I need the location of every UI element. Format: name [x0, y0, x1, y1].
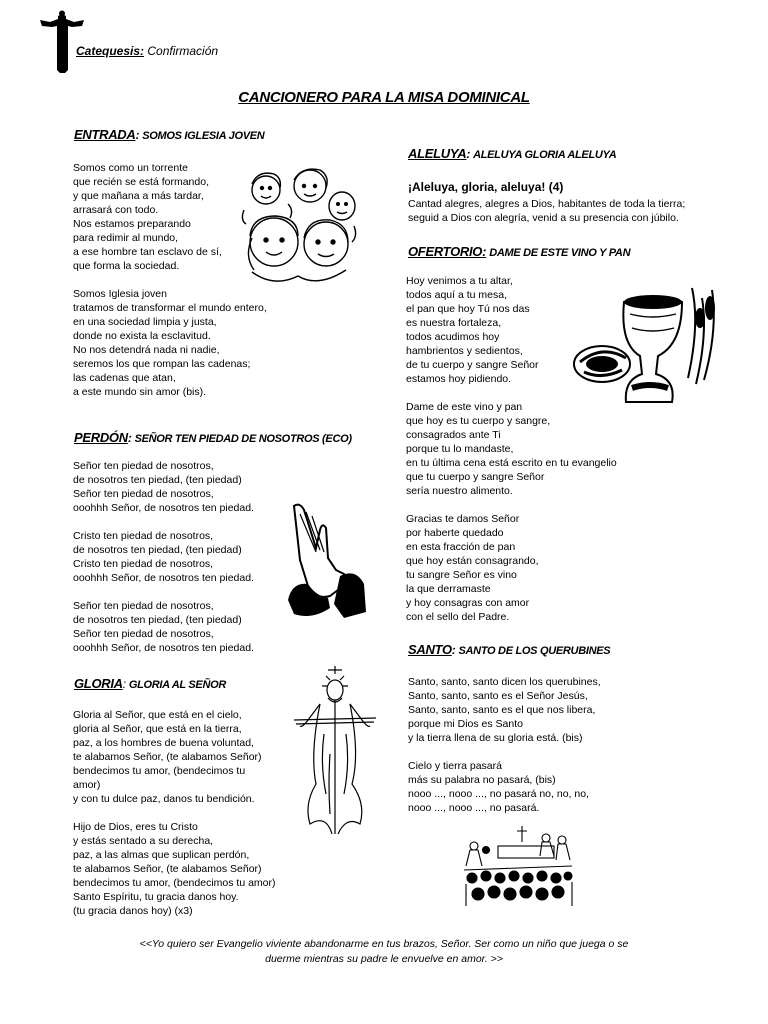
lyric-line: por haberte quedado: [406, 527, 504, 539]
lyric-line: que hoy es tu cuerpo y sangre,: [406, 415, 551, 427]
lyric-line: a este mundo sin amor (bis).: [73, 386, 207, 398]
section-separator: :: [466, 147, 474, 161]
lyrics-perdon: [73, 459, 254, 655]
lyric-line: Santo, santo, santo es el que nos libera,: [408, 704, 596, 716]
lyric-line: Señor ten piedad de nosotros,: [73, 460, 214, 472]
lyric-line: el pan que hoy Tú nos das: [406, 303, 530, 315]
lyric-line: ooohhh Señor, de nosotros ten piedad.: [73, 572, 254, 584]
lyric-line: en tu última cena está escrito en tu evangelio: [406, 457, 617, 469]
lyric-line: bendecimos tu amor, (bendecimos tu amor): [73, 877, 276, 889]
lyrics-santo: [408, 675, 601, 815]
lyric-line: porque mi Dios es Santo: [408, 718, 523, 730]
lyric-line: en una sociedad limpia y justa,: [73, 316, 217, 328]
lyric-line: todos aquí a tu mesa,: [406, 289, 507, 301]
section-song-name: ALELUYA GLORIA ALELUYA: [473, 149, 617, 161]
lyric-line: Nos estamos preparando: [73, 218, 191, 230]
section-song-name: SEÑOR TEN PIEDAD DE NOSOTROS (ECO): [134, 433, 352, 445]
section-label: PERDÓN: [74, 430, 128, 445]
lyric-line: Santo, santo, santo es el Señor Jesús,: [408, 690, 588, 702]
lyric-line: que tu cuerpo y sangre Señor: [406, 471, 545, 483]
lyric-line: Hoy venimos a tu altar,: [406, 275, 513, 287]
lyric-line: hambrientos y sedientos,: [406, 345, 523, 357]
section-song-name: GLORIA AL SEÑOR: [128, 679, 226, 691]
lyric-line: que recién se está formando,: [73, 176, 209, 188]
lyric-line: donde no exista la esclavitud.: [73, 330, 211, 342]
lyric-line: de nosotros ten piedad, (ten piedad): [73, 474, 242, 486]
lyric-line: gloria al Señor, que está en la tierra,: [73, 723, 242, 735]
lyric-line: en esta fracción de pan: [406, 541, 516, 553]
section-label: OFERTORIO:: [408, 244, 487, 259]
lyric-line: más su palabra no pasará, (bis): [408, 774, 556, 786]
lyric-line: tratamos de transformar el mundo entero,: [73, 302, 267, 314]
lyric-line: te alabamos Señor, (te alabamos Señor): [73, 751, 262, 763]
lyric-line: y con tu dulce paz, danos tu bendición.: [73, 793, 255, 805]
lyric-line: (tu gracia danos hoy) (x3): [73, 905, 193, 917]
lyric-line: y estás sentado a su derecha,: [73, 835, 214, 847]
lyric-line: ooohhh Señor, de nosotros ten piedad.: [73, 642, 254, 654]
section-heading-gloria: [74, 676, 226, 691]
franciscan-tau-logo: [38, 10, 90, 74]
lyric-line: Cristo ten piedad de nosotros,: [73, 530, 214, 542]
lyric-line: con el sello del Padre.: [406, 611, 510, 623]
lyric-line: es nuestra fortaleza,: [406, 317, 502, 329]
lyrics-gloria: [73, 708, 276, 918]
lyric-line: paz, a las almas que suplican perdón,: [73, 849, 250, 861]
section-heading-aleluya: [408, 146, 616, 161]
lyric-line: ooohhh Señor, de nosotros ten piedad.: [73, 502, 254, 514]
section-song-name: SANTO DE LOS QUERUBINES: [458, 645, 611, 657]
section-separator: :: [451, 643, 459, 657]
section-song-name: SOMOS IGLESIA JOVEN: [142, 130, 265, 142]
lyric-line: de nosotros ten piedad, (ten piedad): [73, 614, 242, 626]
lyric-line: [73, 806, 276, 820]
lyric-line: Santo Espíritu, tu gracia danos hoy.: [73, 891, 239, 903]
lyric-line: y que mañana a más tardar,: [73, 190, 204, 202]
lyric-line: y hoy consagras con amor: [406, 597, 530, 609]
lyric-line: sería nuestro alimento.: [406, 485, 513, 497]
lyric-line: amor): [73, 779, 101, 791]
lyric-line: nooo ..., nooo ..., no pasará no, no, no,: [408, 788, 589, 800]
lyric-line: [73, 585, 254, 599]
chalice-bread-illustration: [572, 284, 726, 408]
section-label: SANTO: [408, 642, 452, 657]
lyric-line: paz, a los hombres de buena voluntad,: [73, 737, 254, 749]
mass-congregation-illustration: [462, 826, 574, 908]
lyric-line: porque tu lo mandaste,: [406, 443, 514, 455]
section-separator: :: [135, 128, 143, 142]
lyric-line: que hoy están consagrando,: [406, 555, 539, 567]
lyric-line: estamos hoy pidiendo.: [406, 373, 512, 385]
footer-line-1: <<Yo quiero ser Evangelio viviente abandonarme en tus brazos, Señor. Ser como un niño que juega o se: [139, 938, 629, 950]
lyric-line: para redimir al mundo,: [73, 232, 179, 244]
lyric-line: No nos detendrá nada ni nadie,: [73, 344, 220, 356]
risen-christ-illustration: [290, 664, 380, 840]
section-heading-santo: [408, 642, 610, 657]
header-value: Confirmación: [144, 44, 219, 58]
lyric-line: Cielo y tierra pasará: [408, 760, 502, 772]
section-separator: :: [127, 431, 135, 445]
lyric-line: nooo ..., nooo ..., no pasará.: [408, 802, 540, 814]
lyric-line: seremos los que rompan las cadenas;: [73, 358, 251, 370]
young-people-illustration: [238, 166, 360, 290]
lyric-line: Hijo de Dios, eres tu Cristo: [73, 821, 198, 833]
section-separator: :: [122, 677, 129, 691]
lyric-line: [406, 498, 617, 512]
lyric-line: que forma la sociedad.: [73, 260, 180, 272]
lyric-line: a ese hombre tan esclavo de sí,: [73, 246, 222, 258]
page-title: CANCIONERO PARA LA MISA DOMINICAL: [238, 89, 530, 106]
lyric-line: Cristo ten piedad de nosotros,: [73, 558, 214, 570]
aleluya-refrain: ¡Aleluya, gloria, aleluya! (4): [408, 180, 564, 194]
lyric-line: seguid a Dios con alegría, venid a su presencia con júbilo.: [408, 212, 679, 224]
section-heading-entrada: [74, 127, 264, 142]
lyric-line: Cantad alegres, alegres a Dios, habitantes de toda la tierra;: [408, 198, 686, 210]
footer-quote: [0, 937, 768, 967]
section-heading-perdon: [74, 430, 352, 445]
praying-hands-illustration: [286, 500, 368, 620]
lyric-line: Dame de este vino y pan: [406, 401, 523, 413]
lyric-line: Somos como un torrente: [73, 162, 188, 174]
lyric-line: Señor ten piedad de nosotros,: [73, 628, 214, 640]
lyric-line: bendecimos tu amor, (bendecimos tu: [73, 765, 246, 777]
lyric-line: las cadenas que atan,: [73, 372, 176, 384]
lyric-line: Señor ten piedad de nosotros,: [73, 600, 214, 612]
lyric-line: te alabamos Señor, (te alabamos Señor): [73, 863, 262, 875]
section-label: ENTRADA: [74, 127, 136, 142]
lyric-line: la que derramaste: [406, 583, 491, 595]
lyric-line: consagrados ante Ti: [406, 429, 501, 441]
footer-line-2: duerme mientras su padre le envuelve en amor. >>: [265, 953, 503, 965]
lyric-line: Gloria al Señor, que está en el cielo,: [73, 709, 242, 721]
header-label: Catequesis:: [76, 44, 145, 58]
lyric-line: Somos Iglesia joven: [73, 288, 167, 300]
lyric-line: de nosotros ten piedad, (ten piedad): [73, 544, 242, 556]
section-song-name: DAME DE ESTE VINO Y PAN: [489, 247, 631, 259]
lyric-line: y la tierra llena de su gloria está. (bis): [408, 732, 583, 744]
section-label: GLORIA: [74, 676, 123, 691]
lyric-line: Señor ten piedad de nosotros,: [73, 488, 214, 500]
lyric-line: [408, 745, 601, 759]
lyric-line: arrasará con todo.: [73, 204, 159, 216]
section-label: ALELUYA: [408, 146, 467, 161]
lyrics-aleluya: [408, 197, 685, 225]
lyric-line: tu sangre Señor es vino: [406, 569, 517, 581]
lyric-line: todos acudimos hoy: [406, 331, 500, 343]
section-heading-ofertorio: [408, 244, 630, 259]
lyric-line: Gracias te damos Señor: [406, 513, 520, 525]
lyric-line: Santo, santo, santo dicen los querubines,: [408, 676, 601, 688]
lyric-line: de tu cuerpo y sangre Señor: [406, 359, 539, 371]
header-category: [76, 44, 218, 58]
lyric-line: [73, 515, 254, 529]
